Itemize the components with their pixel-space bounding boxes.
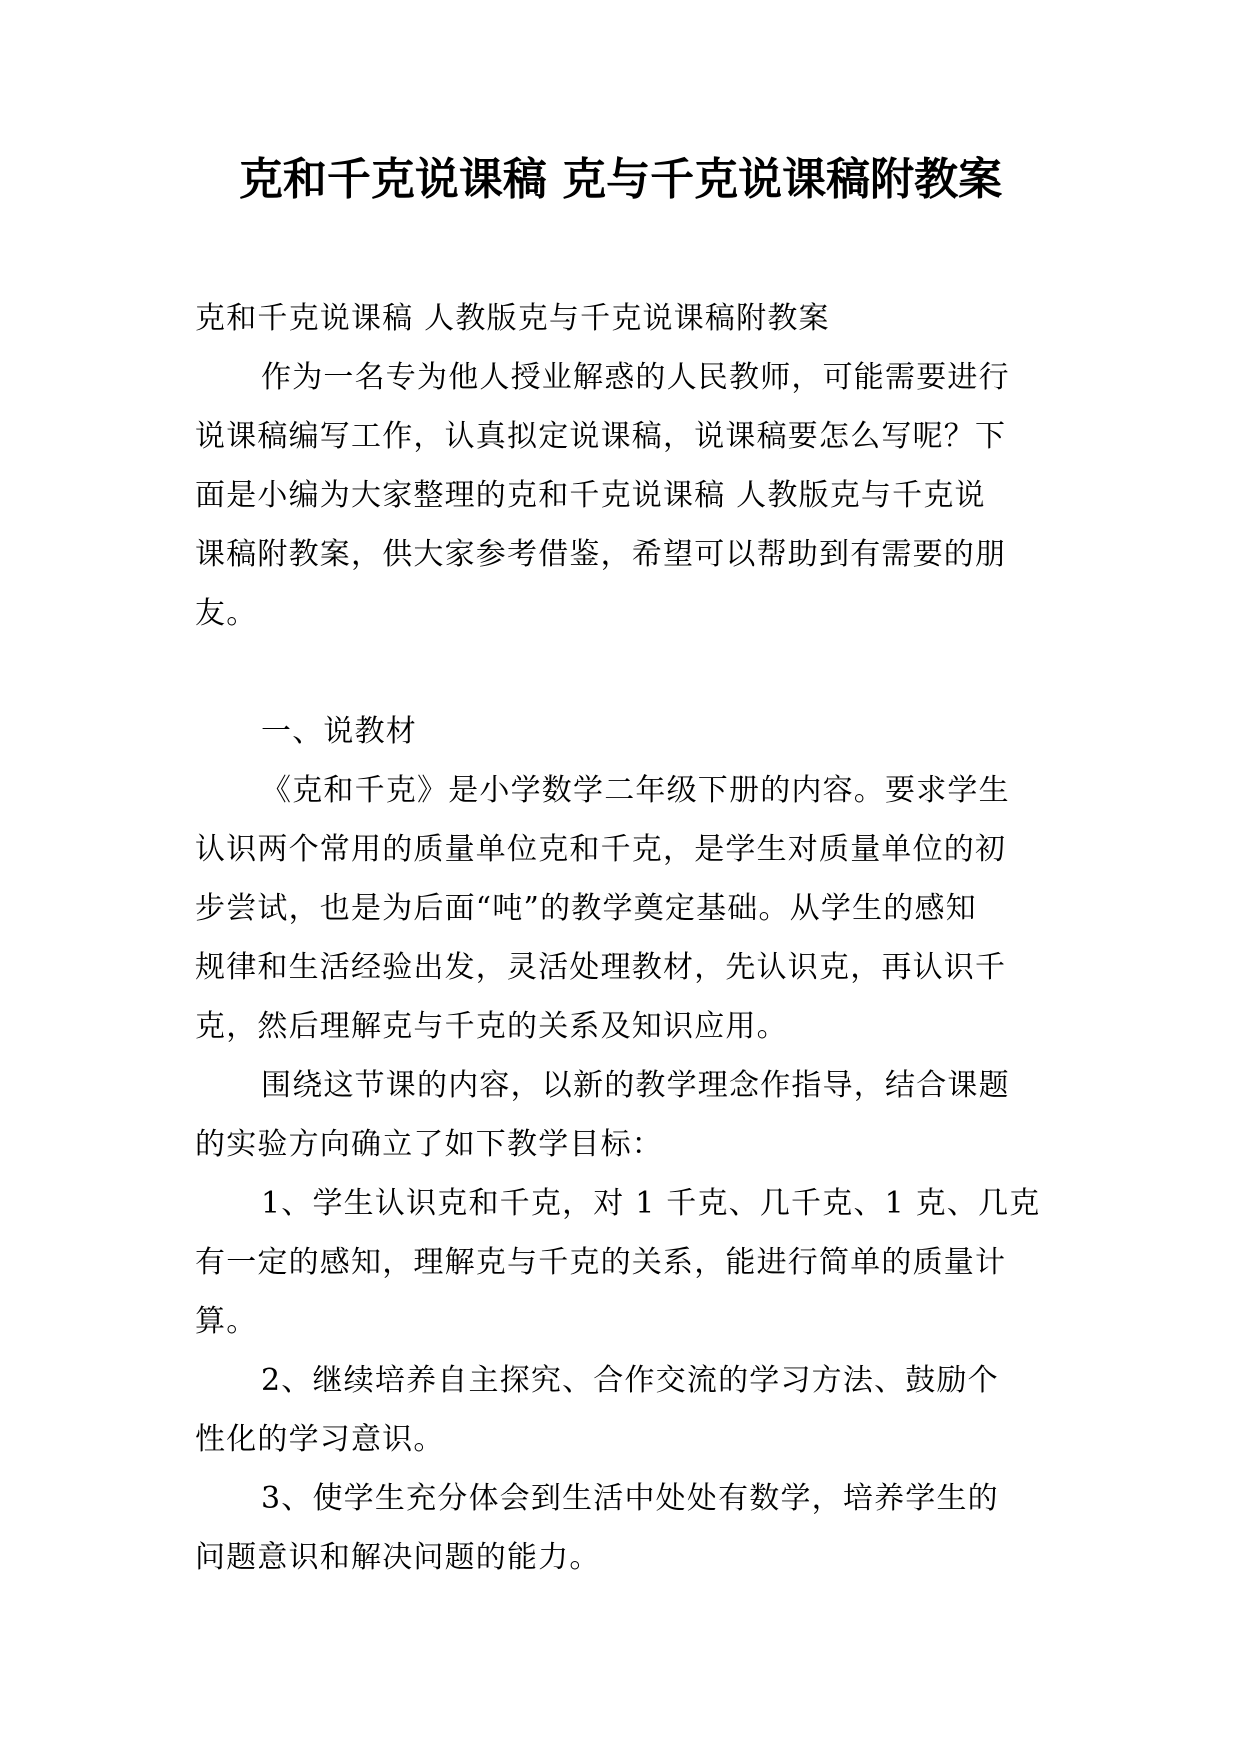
goal-2-paragraph — [195, 1351, 1055, 1469]
paragraph-line: 算。 — [195, 1304, 258, 1339]
material-paragraph — [195, 761, 1055, 1056]
paragraph-line: 1、学生认识克和千克，对 1 千克、几千克、1 克、几克 — [261, 1186, 1041, 1221]
paragraph-line: 的实验方向确立了如下教学目标： — [195, 1127, 663, 1162]
paragraph-line: 问题意识和解决问题的能力。 — [195, 1540, 601, 1575]
subtitle-line: 克和千克说课稿 人教版克与千克说课稿附教案 — [195, 301, 830, 336]
goal-3-paragraph — [195, 1469, 1055, 1587]
paragraph-line: 面是小编为大家整理的克和千克说课稿 人教版克与千克说 — [195, 478, 986, 513]
goal-1-paragraph — [195, 1174, 1055, 1351]
paragraph-line: 2、继续培养自主探究、合作交流的学习方法、鼓励个 — [261, 1363, 999, 1398]
section-heading: 一、说教材 — [261, 714, 417, 749]
paragraph-line: 克，然后理解克与千克的关系及知识应用。 — [195, 1009, 788, 1044]
paragraph-line: 友。 — [195, 596, 258, 631]
paragraph-line: 《克和千克》是小学数学二年级下册的内容。要求学生 — [261, 773, 1010, 808]
paragraph-line: 围绕这节课的内容，以新的教学理念作指导，结合课题 — [261, 1068, 1010, 1103]
goals-intro-paragraph — [195, 1056, 1055, 1174]
paragraph-line: 认识两个常用的质量单位克和千克，是学生对质量单位的初 — [195, 832, 1007, 867]
paragraph-line: 课稿附教案，供大家参考借鉴，希望可以帮助到有需要的朋 — [195, 537, 1007, 572]
blank-line — [195, 643, 1055, 702]
document-title: 克和千克说课稿 克与千克说课稿附教案 — [238, 154, 1003, 205]
paragraph-line: 3、使学生充分体会到生活中处处有数学，培养学生的 — [261, 1481, 999, 1516]
paragraph-line: 说课稿编写工作，认真拟定说课稿，说课稿要怎么写呢？下 — [195, 419, 1007, 454]
paragraph-line: 作为一名专为他人授业解惑的人民教师，可能需要进行 — [261, 360, 1010, 395]
paragraph-line: 步尝试，也是为后面“吨”的教学奠定基础。从学生的感知 — [195, 891, 977, 926]
paragraph-line: 性化的学习意识。 — [195, 1422, 445, 1457]
document-body — [195, 289, 1055, 1587]
paragraph-line: 规律和生活经验出发，灵活处理教材，先认识克，再认识千 — [195, 950, 1007, 985]
intro-paragraph — [195, 348, 1055, 643]
paragraph-line: 有一定的感知，理解克与千克的关系，能进行简单的质量计 — [195, 1245, 1007, 1280]
